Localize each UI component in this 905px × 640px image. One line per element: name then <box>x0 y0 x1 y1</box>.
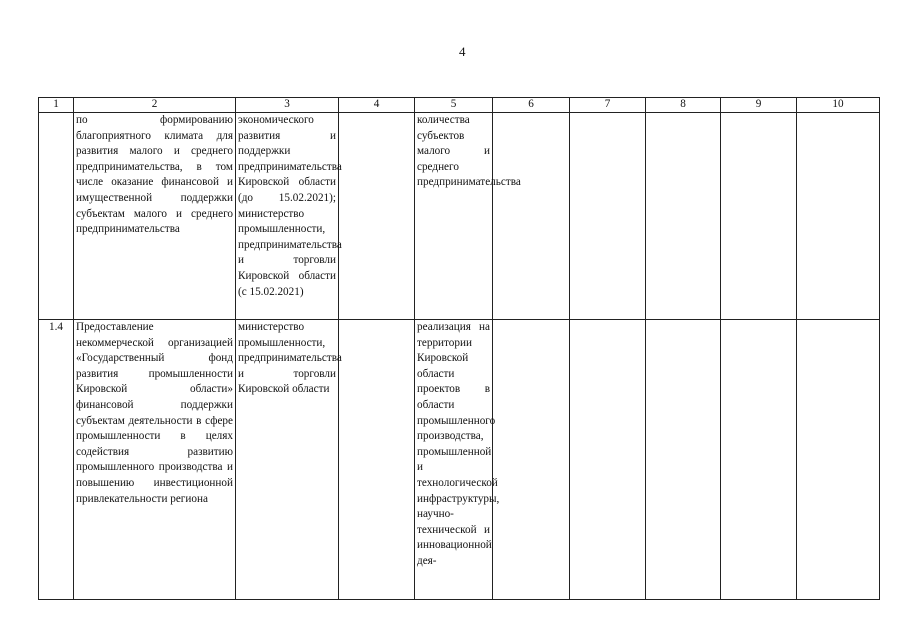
table-cell-result: реализация на территории Кировской области проектов в области промышленного производства, промышленной и технологической инфраструктуры, научно-технической и инновационной дея- <box>415 320 493 600</box>
table-cell-responsible: экономического развития и поддержки предпринимательства Кировской области (до 15.02.2021); министерство промышленности, предпринимательства и торговли Кировской области (с 15.02.2021) <box>236 113 339 320</box>
table-cell-measure: по формированию благоприятного климата для развития малого и среднего предпринимательства, в том числе оказание финансовой и имущественной поддержки субъектам малого и среднего предпринимательства <box>74 113 236 320</box>
table-cell-measure: Предоставление некоммерческой организацией «Государственный фонд развития промышленности Кировской области» финансовой поддержки субъектам деятельности в сфере промышленности в целях содействия развитию промышленного производства и повышению инвестиционной привлекательности региона <box>74 320 236 600</box>
column-header: 9 <box>721 98 797 113</box>
table-cell <box>570 113 646 320</box>
column-header: 8 <box>646 98 721 113</box>
column-header: 2 <box>74 98 236 113</box>
table-row <box>39 320 880 600</box>
column-header: 7 <box>570 98 646 113</box>
table-cell <box>646 113 721 320</box>
table-cell-number: 1.4 <box>39 320 74 600</box>
table-cell <box>493 113 570 320</box>
table-cell <box>570 320 646 600</box>
column-header: 10 <box>797 98 880 113</box>
table-cell <box>721 113 797 320</box>
column-header: 6 <box>493 98 570 113</box>
program-table <box>38 97 880 600</box>
table-cell <box>797 320 880 600</box>
table-cell-number <box>39 113 74 320</box>
table-cell-result: количества субъектов малого и среднего предпринимательства <box>415 113 493 320</box>
column-header: 1 <box>39 98 74 113</box>
table-cell <box>797 113 880 320</box>
header-row <box>39 98 880 113</box>
page-number: 4 <box>459 44 466 59</box>
table-cell <box>721 320 797 600</box>
table-cell <box>646 320 721 600</box>
table-row <box>39 113 880 320</box>
column-header: 5 <box>415 98 493 113</box>
table-cell <box>339 113 415 320</box>
table-cell-responsible: министерство промышленности, предпринимательства и торговли Кировской области <box>236 320 339 600</box>
column-header: 3 <box>236 98 339 113</box>
column-header: 4 <box>339 98 415 113</box>
table-cell <box>493 320 570 600</box>
table-cell <box>339 320 415 600</box>
